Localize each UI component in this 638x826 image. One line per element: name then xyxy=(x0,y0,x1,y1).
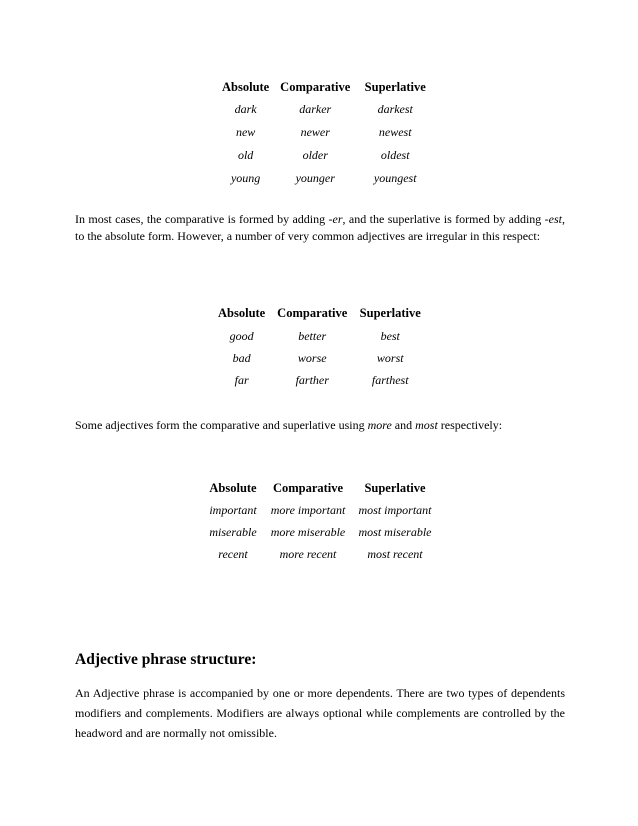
cell-comparative: younger xyxy=(295,171,335,185)
table-row xyxy=(204,499,436,521)
cell-absolute: important xyxy=(209,502,257,517)
cell-comparative: farther xyxy=(295,372,329,387)
table-periphrastic-forms xyxy=(204,478,436,565)
cell-superlative: most miserable xyxy=(358,524,432,539)
table-row xyxy=(214,347,425,369)
suffix-est: -est xyxy=(544,212,562,226)
header-superlative: Superlative xyxy=(364,79,426,94)
paragraph-phrase-structure: An Adjective phrase is accompanied by one or more dependents. There are two types of dependents modifiers and complements. Modifiers are always optional while complements are controlled by the headword and are normally not omissible. xyxy=(75,686,565,740)
table-row xyxy=(204,543,436,565)
paragraph-text: , to the absolute form. However, a number of very common adjectives are irregular in this respect: xyxy=(75,212,565,243)
cell-absolute: new xyxy=(235,125,256,139)
cell-superlative: oldest xyxy=(380,148,410,162)
table-irregular-forms xyxy=(214,302,425,391)
cell-absolute: dark xyxy=(234,102,257,116)
header-absolute: Absolute xyxy=(222,79,270,94)
table-header-row xyxy=(218,76,433,98)
cell-superlative: most recent xyxy=(367,546,423,561)
header-absolute: Absolute xyxy=(218,306,266,320)
cell-comparative: worse xyxy=(297,350,327,365)
header-superlative: Superlative xyxy=(359,306,421,320)
cell-absolute: recent xyxy=(218,546,248,561)
header-comparative: Comparative xyxy=(277,306,348,320)
cell-comparative: more important xyxy=(270,502,346,517)
header-comparative: Comparative xyxy=(272,481,344,495)
table-row xyxy=(218,98,433,121)
header-absolute: Absolute xyxy=(209,481,257,495)
header-comparative: Comparative xyxy=(280,79,351,94)
table-header-row xyxy=(214,302,425,325)
section-heading: Adjective phrase structure: xyxy=(75,651,257,668)
cell-absolute: good xyxy=(229,328,254,343)
table-row xyxy=(204,521,436,543)
table-row xyxy=(218,167,433,190)
paragraph-text: , and the superlative is formed by adding xyxy=(342,212,545,226)
cell-absolute: miserable xyxy=(209,524,257,539)
table-row xyxy=(214,325,425,347)
paragraph-regular-rule xyxy=(75,211,565,245)
paragraph-more-most xyxy=(75,417,565,434)
header-superlative: Superlative xyxy=(364,481,426,495)
table-row xyxy=(218,144,433,167)
cell-absolute: young xyxy=(230,171,261,185)
cell-superlative: youngest xyxy=(373,171,417,185)
paragraph-text: respectively: xyxy=(437,418,503,432)
cell-superlative: newest xyxy=(378,125,412,139)
cell-comparative: more miserable xyxy=(270,524,346,539)
word-more: more xyxy=(367,418,392,432)
table-header-row xyxy=(204,478,436,499)
paragraph-text: In most cases, the comparative is formed by adding xyxy=(75,212,329,226)
cell-superlative: most important xyxy=(358,502,432,517)
cell-comparative: darker xyxy=(299,102,332,116)
cell-absolute: far xyxy=(234,372,249,387)
cell-superlative: farthest xyxy=(371,372,409,387)
table-row xyxy=(214,369,425,391)
paragraph-text: and xyxy=(391,418,416,432)
cell-comparative: better xyxy=(298,328,327,343)
suffix-er: -er xyxy=(328,212,343,226)
cell-comparative: newer xyxy=(300,125,330,139)
cell-superlative: best xyxy=(380,328,400,343)
cell-superlative: darkest xyxy=(377,102,413,116)
cell-comparative: more recent xyxy=(279,546,337,561)
paragraph-text: Some adjectives form the comparative and superlative using xyxy=(75,418,368,432)
cell-absolute: bad xyxy=(232,350,251,365)
word-most: most xyxy=(415,418,438,432)
table-regular-forms xyxy=(218,76,433,190)
table-row xyxy=(218,121,433,144)
cell-superlative: worst xyxy=(376,350,404,365)
cell-comparative: older xyxy=(302,148,328,162)
cell-absolute: old xyxy=(237,148,254,162)
